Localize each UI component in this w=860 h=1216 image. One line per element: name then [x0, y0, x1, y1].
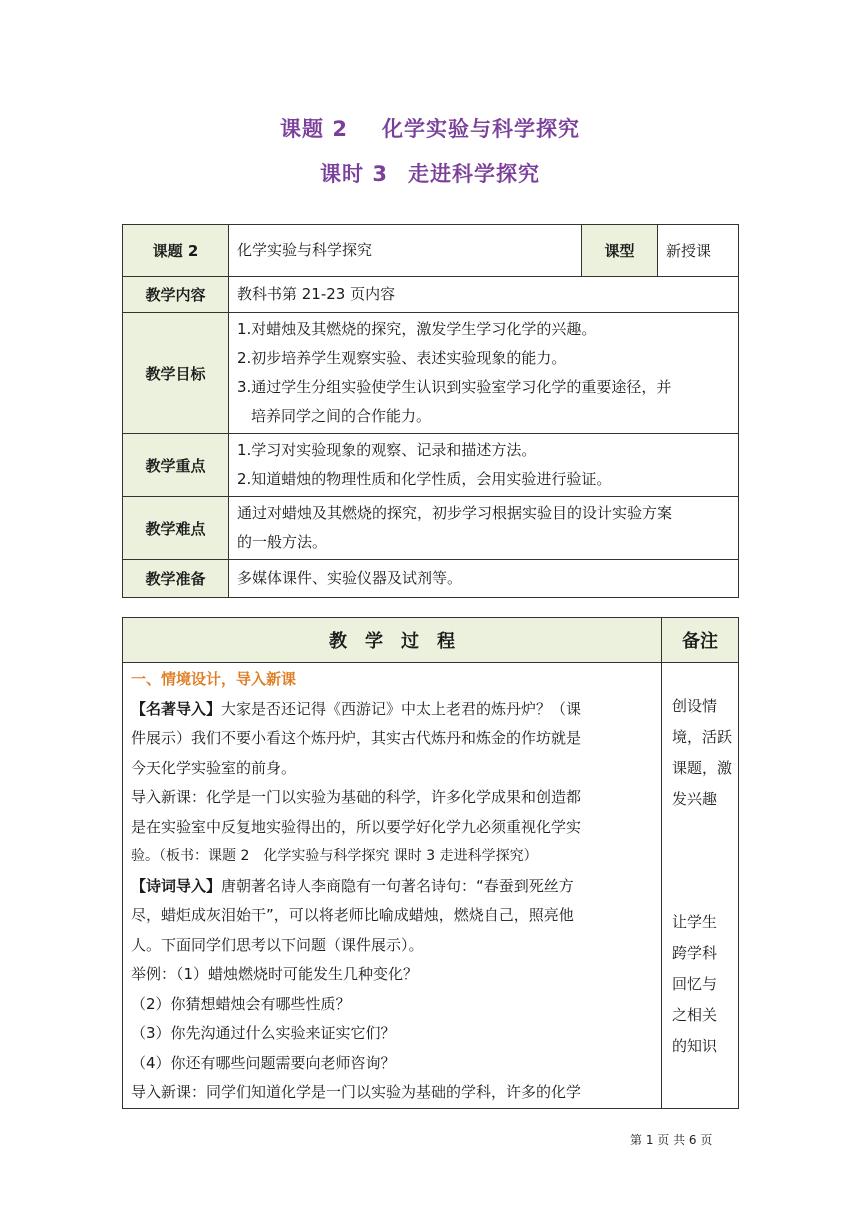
note-line: 的知识: [672, 1037, 718, 1055]
note-line: 跨学科: [672, 944, 718, 962]
paragraph-tag: 【名著导入】: [131, 699, 222, 718]
goals-list: [229, 313, 739, 434]
note-line: 之相关: [672, 1006, 718, 1024]
paragraph-line: 大家是否还记得《西游记》中太上老君的炼丹炉？（课: [221, 699, 582, 718]
paragraph-tag: 【诗词导入】: [131, 876, 222, 895]
question-item: （3）你先沟通过什么实验来证实它们？: [131, 1024, 396, 1042]
topic-label: 课题 2: [123, 225, 229, 277]
note-block: [672, 691, 734, 815]
goal-item: 3.通过学生分组实验使学生认识到实验室学习化学的重要途径，并: [237, 378, 672, 396]
type-value: 新授课: [658, 225, 739, 277]
process-body: [123, 663, 662, 1109]
focus-item: 2.知道蜡烛的物理性质和化学性质，会用实验进行验证。: [237, 470, 612, 488]
goal-item: 2.初步培养学生观察实验、表述实验现象的能力。: [237, 349, 567, 367]
paragraph-line: 是在实验室中反复地实验得出的，所以要学好化学九必须重视化学实: [131, 817, 582, 836]
note-block: [672, 907, 734, 1062]
difficulty-text: [229, 497, 739, 560]
goal-item: 1.对蜡烛及其燃烧的探究，激发学生学习化学的兴趣。: [237, 320, 597, 338]
page-number: 第 1 页 共 6 页: [630, 1133, 713, 1147]
note-line: 课题，激: [672, 759, 733, 777]
process-header: 教 学 过 程: [123, 618, 662, 663]
paragraph-line: 唐朝著名诗人李商隐有一句著名诗句：“春蚕到死丝方: [221, 876, 574, 895]
paragraph-classic-intro: [131, 695, 653, 725]
paragraph-line: 今天化学实验室的前身。: [131, 758, 297, 777]
teaching-process-table: [122, 617, 739, 1109]
focus-label: 教学重点: [123, 434, 229, 497]
paragraph-line: 导入新课：化学是一门以实验为基础的科学，许多化学成果和创造都: [131, 788, 582, 806]
difficulty-line: 通过对蜡烛及其燃烧的探究，初步学习根据实验目的设计实验方案: [237, 504, 673, 522]
content-label: 教学内容: [123, 277, 229, 313]
paragraph-line: 验。（板书：课题 2 化学实验与科学探究 课时 3 走进科学探究）: [131, 848, 538, 864]
paragraph-poem-intro: [131, 872, 653, 902]
title-lesson: 课时 3: [320, 162, 388, 186]
note-line: 境，活跃: [672, 728, 733, 746]
type-label: 课型: [582, 225, 658, 277]
question-item: （2）你猜想蜡烛会有哪些性质？: [131, 994, 351, 1013]
paragraph-line: 尽，蜡炬成灰泪始干”，可以将老师比喻成蜡烛，燃烧自己，照亮他: [131, 906, 574, 924]
prep-label: 教学准备: [123, 560, 229, 598]
document-subtitle: [0, 158, 860, 188]
title-topic-name: 化学实验与科学探究: [381, 117, 580, 141]
note-line: 发兴趣: [672, 790, 718, 808]
paragraph-line: 件展示）我们不要小看这个炼丹炉，其实古代炼丹和炼金的作坊就是: [131, 729, 582, 747]
title-lesson-name: 走进科学探究: [407, 162, 540, 186]
prep-value: 多媒体课件、实验仪器及试剂等。: [229, 560, 739, 598]
note-line: 创设情: [672, 697, 718, 715]
difficulty-line: 的一般方法。: [237, 533, 328, 551]
note-line: 回忆与: [672, 975, 718, 993]
question-item: （4）你还有哪些问题需要向老师咨询？: [131, 1053, 396, 1072]
goals-label: 教学目标: [123, 313, 229, 434]
paragraph-line: 导入新课：同学们知道化学是一门以实验为基础的学科，许多的化学: [131, 1083, 582, 1101]
goal-item: 培养同学之间的合作能力。: [251, 407, 432, 425]
document-title: [0, 113, 860, 143]
focus-list: [229, 434, 739, 497]
note-header: 备注: [662, 618, 739, 663]
note-column: [662, 663, 739, 1109]
focus-item: 1.学习对实验现象的观察、记录和描述方法。: [237, 441, 537, 459]
topic-value: 化学实验与科学探究: [229, 225, 582, 277]
difficulty-label: 教学难点: [123, 497, 229, 560]
title-topic: 课题 2: [280, 117, 348, 141]
note-line: 让学生: [672, 913, 718, 931]
question-item: 举例：（1）蜡烛燃烧时可能发生几种变化？: [131, 965, 419, 983]
content-value: 教科书第 21-23 页内容: [229, 277, 739, 313]
lesson-info-table: [122, 224, 739, 598]
section-heading: 一、情境设计，导入新课: [131, 670, 297, 688]
paragraph-line: 人。下面同学们思考以下问题（课件展示）。: [131, 935, 424, 954]
